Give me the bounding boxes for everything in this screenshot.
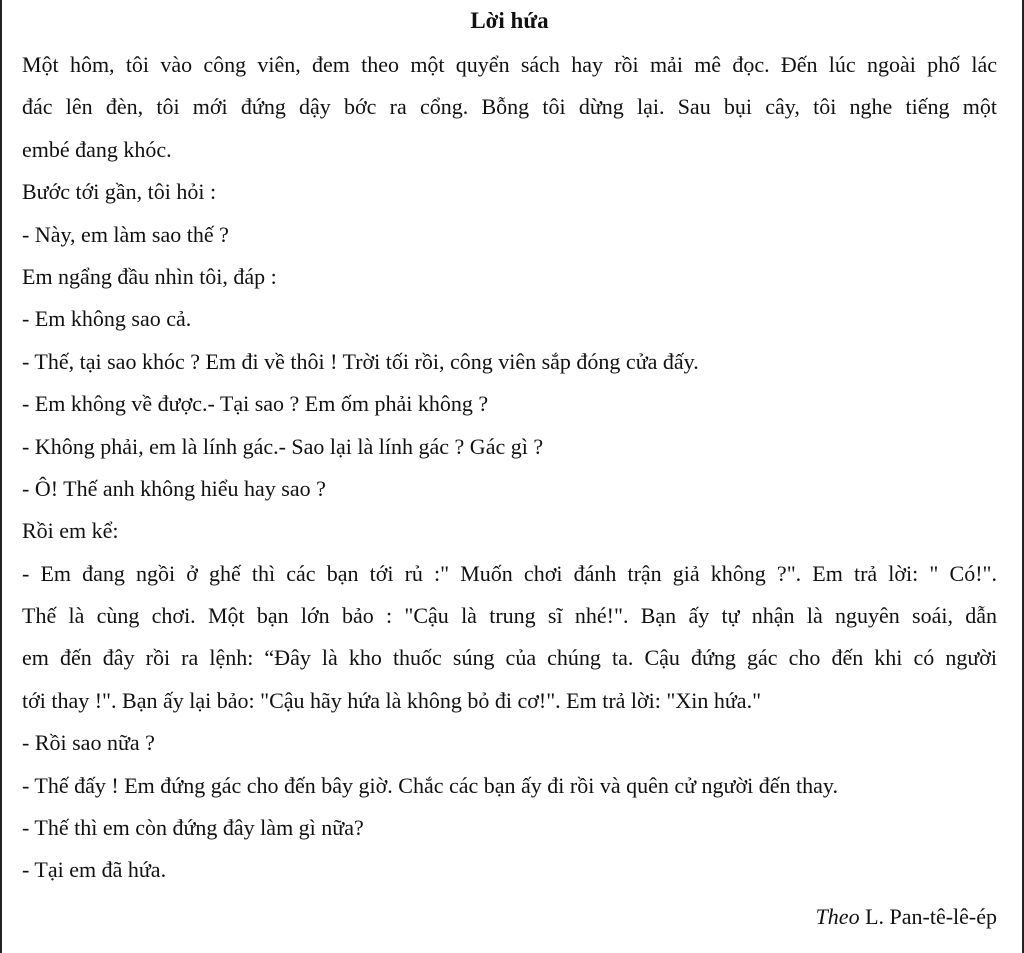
attribution bbox=[22, 896, 997, 938]
document-title: Lời hứa bbox=[470, 8, 549, 33]
text-line: Thế là cùng chơi. Một bạn lớn bảo : "Cậu là trung sĩ nhé!". Bạn ấy tự nhận là nguyên soái, dẫn bbox=[22, 603, 997, 629]
text-line: - Em đang ngồi ở ghế thì các bạn tới rủ :" Muốn chơi đánh trận giả không ?". Em trả lời: " Có!". bbox=[22, 560, 997, 586]
document-body bbox=[22, 6, 997, 938]
text-line: - Thế thì em còn đứng đây làm gì nữa? bbox=[22, 815, 364, 841]
text-line: - Rồi sao nữa ? bbox=[22, 730, 155, 756]
text-line: - Tại em đã hứa. bbox=[22, 857, 167, 883]
text-line: - Này, em làm sao thế ? bbox=[22, 221, 229, 247]
text-line: embé đang khóc. bbox=[22, 136, 172, 162]
text-line: - Thế đấy ! Em đứng gác cho đến bây giờ. Chắc các bạn ấy đi rồi và quên cử người đến thay. bbox=[22, 772, 838, 798]
text-line: tới thay !". Bạn ấy lại bảo: "Cậu hãy hứa là không bỏ đi cơ!". Em trả lời: "Xin hứa." bbox=[22, 687, 762, 713]
attribution-prefix: Theo bbox=[815, 903, 860, 929]
text-line: - Ô! Thế anh không hiểu hay sao ? bbox=[22, 475, 326, 501]
text-line: Rồi em kể: bbox=[22, 518, 119, 544]
text-line: Một hôm, tôi vào công viên, đem theo một quyển sách hay rồi mải mê đọc. Đến lúc ngoài phố lác bbox=[22, 52, 997, 77]
text-line: em đến đây rồi ra lệnh: “Đây là kho thuốc súng của chúng ta. Cậu đứng gác cho đến khi có người bbox=[22, 645, 997, 671]
text-line: - Không phải, em là lính gác.- Sao lại là lính gác ? Gác gì ? bbox=[22, 433, 544, 459]
text-line: - Thế, tại sao khóc ? Em đi về thôi ! Trời tối rồi, công viên sắp đóng cửa đấy. bbox=[22, 348, 699, 374]
text-line: Em ngẩng đầu nhìn tôi, đáp : bbox=[22, 263, 277, 289]
left-border bbox=[0, 0, 2, 953]
text-line: - Em không sao cả. bbox=[22, 306, 192, 332]
text-line: - Em không về được.- Tại sao ? Em ốm phải không ? bbox=[22, 391, 489, 417]
text-line: đác lên đèn, tôi mới đứng dậy bớc ra cổng. Bỗng tôi dừng lại. Sau bụi cây, tôi nghe tiếng một bbox=[22, 94, 997, 120]
attribution-author: L. Pan-tê-lê-ép bbox=[865, 903, 997, 929]
text-line: Bước tới gần, tôi hỏi : bbox=[22, 179, 217, 205]
